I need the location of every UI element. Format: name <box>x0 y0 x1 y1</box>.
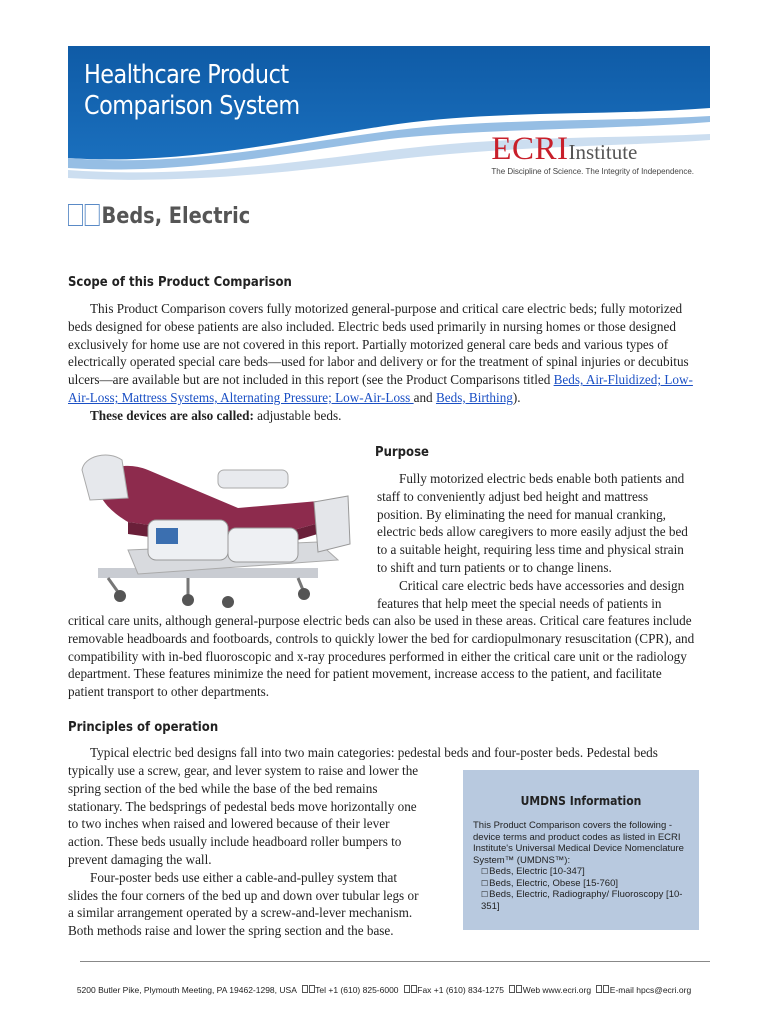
principles-intro <box>68 744 698 762</box>
umdns-title: UMDNS Information <box>520 794 642 808</box>
principles-text-1b: typically use a screw, gear, and lever system to raise and lower the spring section of the bed while the base of the bed remains stationary. The bedsprings of pedestal beds move horizontally one to two inches when raised and lowered because of their lever action. These beds usually include headboard roller bumpers to prevent damaging the wall. <box>68 763 419 867</box>
umdns-item: ☐ Beds, Electric, Radiography/ Fluoroscopy [10-351] <box>481 889 689 912</box>
umdns-item: ☐ Beds, Electric [10-347] <box>481 866 689 878</box>
scope-text: This Product Comparison covers fully motorized general-purpose and critical care electric beds; fully motorized beds designed for obese patients are also included. Electric beds used primarily in nursing homes or those designed exclusively for home use are not covered in this report. Partially motorized general care beds and various types of electrically operated special care beds—used for labor and delivery or for the treatment of spinal injuries or decubitus ulcers—are available but are not included in this report (see the Product Comparisons titled <box>68 301 689 388</box>
umdns-list <box>473 866 689 912</box>
missing-glyph-icon <box>68 204 83 226</box>
missing-glyph-icon <box>509 985 515 993</box>
also-called-value: adjustable beds. <box>253 407 342 423</box>
header-banner <box>68 46 710 186</box>
also-called-paragraph <box>68 407 696 425</box>
purpose-paragraph-1 <box>377 470 695 612</box>
link-birthing-beds[interactable]: Beds, Birthing <box>435 389 513 405</box>
missing-glyph-icon <box>596 985 602 993</box>
umdns-body <box>473 820 689 912</box>
scope-section <box>68 300 696 425</box>
header-title: Healthcare Product Comparison System <box>84 60 300 121</box>
scope-paragraph <box>68 300 696 407</box>
logo-sub: Institute <box>568 140 638 164</box>
document-title <box>68 204 250 229</box>
missing-glyph-icon <box>309 985 315 993</box>
umdns-intro: This Product Comparison covers the following - device terms and product codes as listed in ECRI Institute's Universal Medical Device Nomenclature System™ (UMDNS™): <box>473 820 684 866</box>
document-title-text: Beds, Electric <box>101 204 251 229</box>
footer-tel: Tel +1 (610) 825-6000 <box>315 985 399 995</box>
footer-divider <box>80 961 710 962</box>
footer <box>0 985 768 995</box>
principles-text-2: Four-poster beds use either a cable-and-pulley system that slides the four corners of the bed up and down over tubular legs or a similar arrangement operated by a screw-and-lever mechanism. Both methods raise and lower the spring section and the base. <box>68 869 419 939</box>
also-called-label: These devices are also called: <box>90 407 254 423</box>
purpose-text-2b: critical care units, although general-purpose electric beds can also be used in these areas. Critical care features include removable headboards and footboards, controls to quickly lower the bed for cardiopulmonary resuscitation (CPR), and compatibility with in-bed fluoroscopic and x-ray procedures performed in either the critical care unit or the radiology department. These features minimize the need for patient movement, increase access to the patient, and facilitate patient transport to other departments. <box>68 613 695 700</box>
missing-glyph-icon <box>411 985 417 993</box>
link-air-fluidized-beds[interactable]: Beds, Air-Fluidized; Low-Air-Loss; Mattress Systems, Alternating Pressure; Low-Air-Loss <box>68 372 693 405</box>
missing-glyph-icon <box>603 985 609 993</box>
footer-fax: Fax +1 (610) 834-1275 <box>417 985 504 995</box>
purpose-text-2a: Critical care electric beds have accessories and design features that help meet the special needs of patients in <box>377 577 685 611</box>
principles-text-1a: Typical electric bed designs fall into two main categories: pedestal beds and four-poster beds. Pedestal beds <box>90 745 658 760</box>
footer-address: 5200 Butler Pike, Plymouth Meeting, PA 19462-1298, USA <box>76 985 297 995</box>
umdns-item: ☐ Beds, Electric, Obese [15-760] <box>481 878 689 890</box>
footer-web[interactable]: Web www.ecri.org <box>522 985 592 995</box>
missing-glyph-icon <box>85 204 100 226</box>
missing-glyph-icon <box>302 985 308 993</box>
missing-glyph-icon <box>516 985 522 993</box>
principles-heading: Principles of operation <box>68 720 219 735</box>
principles-body <box>68 762 422 940</box>
purpose-text-1: Fully motorized electric beds enable both patients and staff to conveniently adjust bed height and mattress position. By eliminating the need for manual cranking, electric beds allow caregivers to more easily adjust the bed to a suitable height, requiring less time and physical strain to shift and turn patients or to change linens. <box>377 471 688 575</box>
umdns-info-box <box>463 770 699 930</box>
footer-email[interactable]: E-mail hpcs@ecri.org <box>609 985 692 995</box>
scope-heading: Scope of this Product Comparison <box>68 275 292 290</box>
missing-glyph-icon <box>404 985 410 993</box>
logo-main: ECRI <box>491 131 569 167</box>
scope-end: ). <box>512 389 521 405</box>
ecri-logo <box>491 132 694 176</box>
purpose-paragraph-2 <box>68 612 698 701</box>
logo-tagline: The Discipline of Science. The Integrity of Independence. <box>491 167 694 176</box>
purpose-heading: Purpose <box>375 445 429 460</box>
electric-bed-image <box>68 440 360 608</box>
and-text: and <box>413 389 436 405</box>
